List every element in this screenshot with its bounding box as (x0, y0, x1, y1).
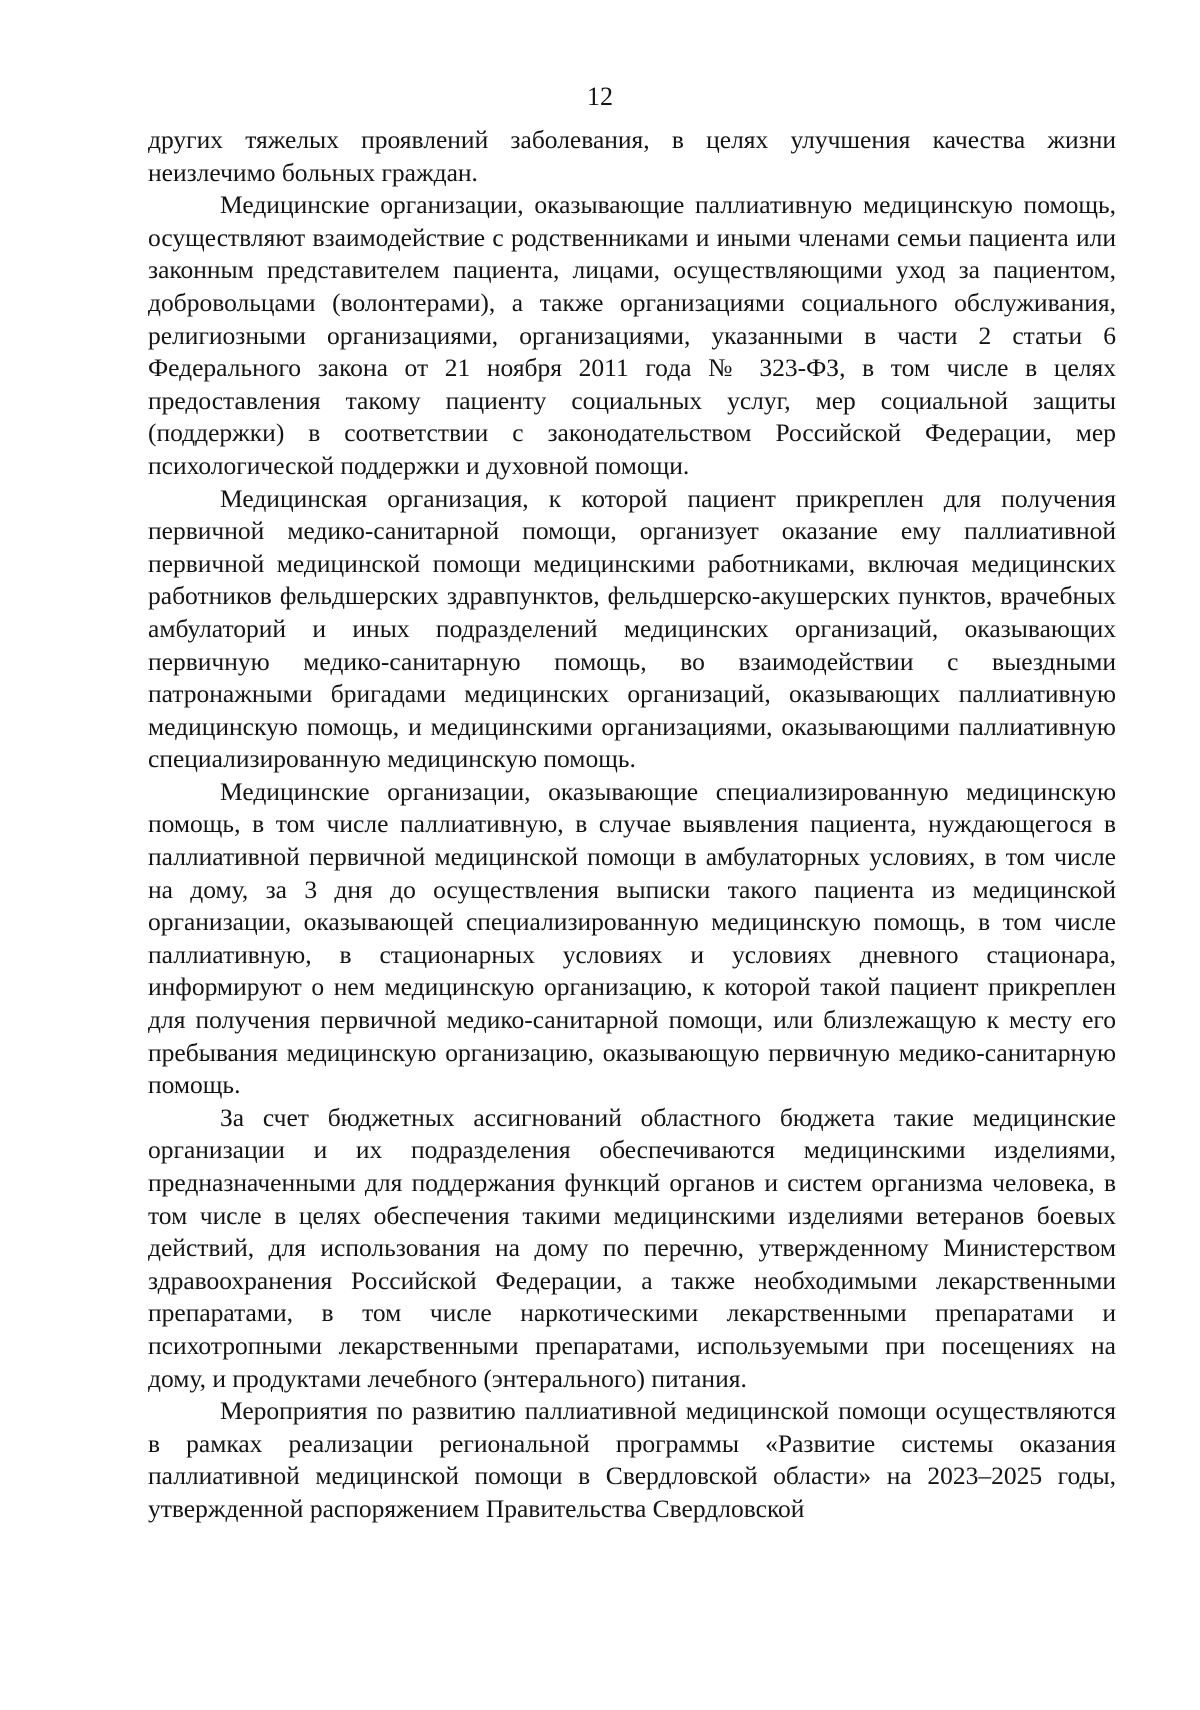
paragraph-continuation: других тяжелых проявлений заболевания, в целях улучшения качества жизни неизлечимо больных граждан. (148, 125, 1116, 187)
paragraph-regional-program: Мероприятия по развитию паллиативной медицинской помощи осуществляются в рамках реализации региональной программы «Развитие системы оказания паллиативной медицинской помощи в Свердловской области» на 2023–2025 годы, утвержденной распоряжением Правительства Свердловской (148, 1396, 1116, 1523)
page-number: 12 (587, 82, 613, 111)
paragraph-interaction-with-relatives: Медицинские организации, оказывающие паллиативную медицинскую помощь, осуществляют взаимодействие с родственниками и иными членами семьи пациента или законным представителем пациента, лицами, осуществляющими уход за пациентом, добровольцами (волонтерами), а также организациями социального обслуживания, религиозными организациями, организациями, указанными в части 2 статьи 6 Федерального закона от 21 ноября 2011 года № 323-ФЗ, в том числе в целях предоставления такому пациенту социальных услуг, мер социальной защиты (поддержки) в соответствии с законодательством Российской Федерации, мер психологической поддержки и духовной помощи. (148, 190, 1116, 480)
paragraph-budget-funding: За счет бюджетных ассигнований областного бюджета такие медицинские организации и их подразделения обеспечиваются медицинскими изделиями, предназначенными для поддержания функций органов и систем организма человека, в том числе в целях обеспечения такими медицинскими изделиями ветеранов боевых действий, для использования на дому по перечню, утвержденному Министерством здравоохранения Российской Федерации, а также необходимыми лекарственными препаратами, в том числе наркотическими лекарственными препаратами и психотропными лекарственными препаратами, используемыми при посещениях на дому, и продуктами лечебного (энтерального) питания. (148, 1102, 1116, 1393)
paragraph-specialized-care-discharge: Медицинские организации, оказывающие специализированную медицинскую помощь, в том числе паллиативную, в случае выявления пациента, нуждающегося в паллиативной первичной медицинской помощи в амбулаторных условиях, в том числе на дому, за 3 дня до осуществления выписки такого пациента из медицинской организации, оказывающей специализированную медицинскую помощь, в том числе паллиативную, в стационарных условиях и условиях дневного стационара, информируют о нем медицинскую организацию, к которой такой пациент прикреплен для получения первичной медико-санитарной помощи, или близлежащую к месту его пребывания медицинскую организацию, оказывающую первичную медико-санитарную помощь. (148, 776, 1116, 1100)
document-body (148, 124, 1116, 1526)
paragraph-primary-care-organization: Медицинская организация, к которой пациент прикреплен для получения первичной медико-санитарной помощи, организует оказание ему паллиативной первичной медицинской помощи медицинскими работниками, включая медицинских работников фельдшерских здравпунктов, фельдшерско-акушерских пунктов, врачебных амбулаторий и иных подразделений медицинских организаций, оказывающих первичную медико-санитарную помощь, во взаимодействии с выездными патронажными бригадами медицинских организаций, оказывающих паллиативную медицинскую помощь, и медицинскими организациями, оказывающими паллиативную специализированную медицинскую помощь. (148, 483, 1116, 774)
